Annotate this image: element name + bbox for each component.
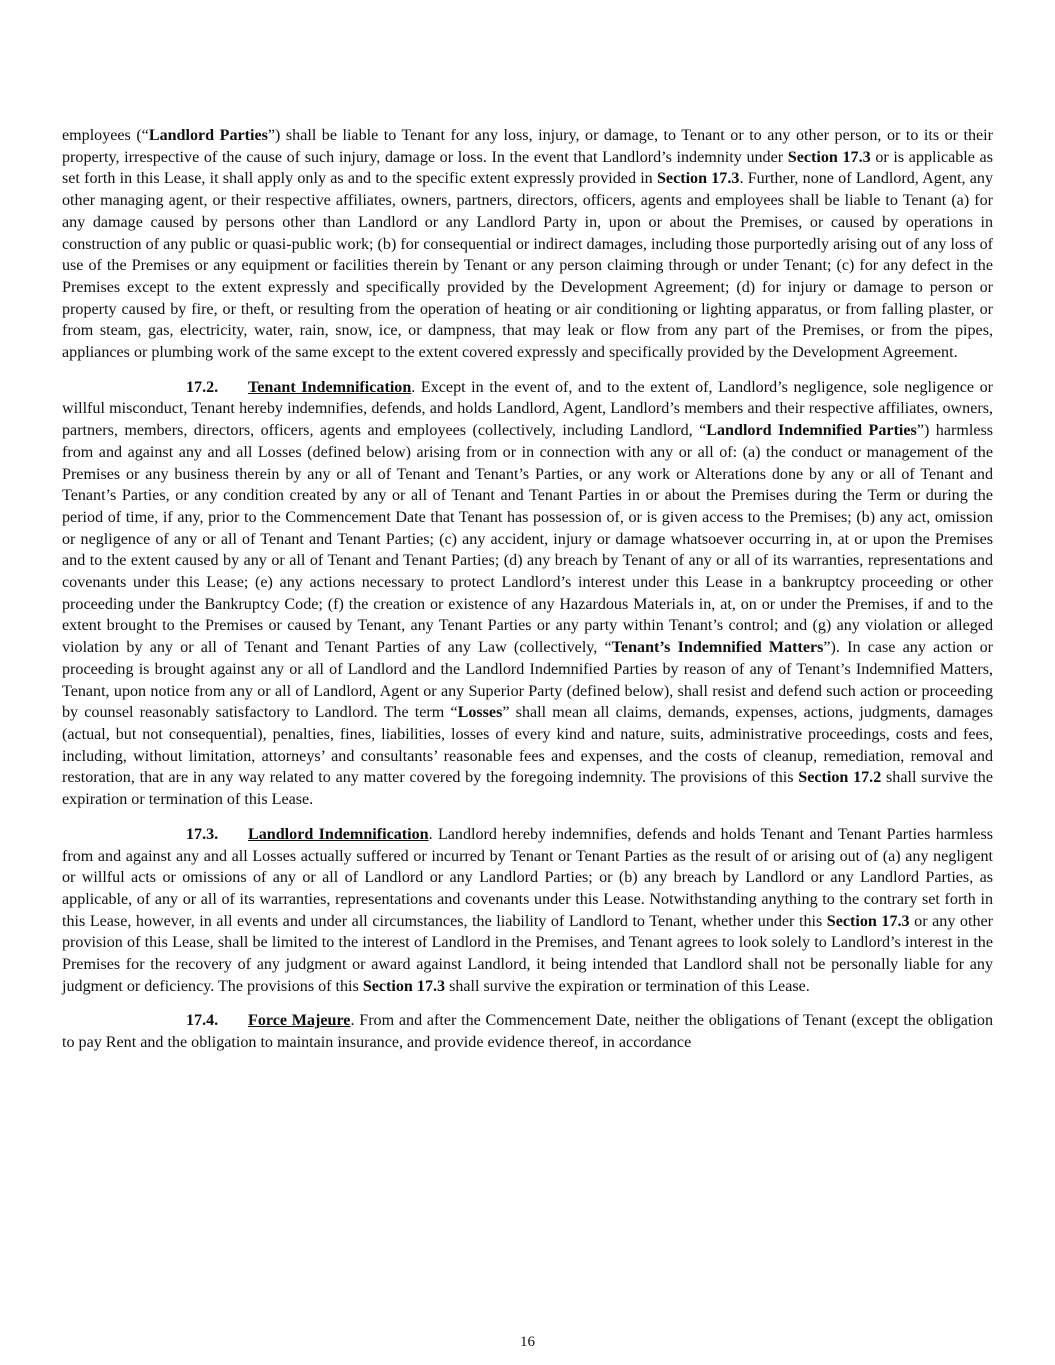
text-segment: . Landlord hereby indemnifies, defends and holds Tenant and Tenant Parties harmless from and against any and all Losses actually suffered or incurred by Tenant or Tenant Parties as the result of or arising out of (a) any negligent or willful acts or omissions of any or all of Landlord or any Landlord Parties; or (b) any breach by Landlord or any Landlord Parties, as applicable, of any or all of its warranties, representations and covenants under this Lease. Notwithstanding anything to the contrary set forth in this Lease, however, in all events and under all circumstances, the liability of Landlord to Tenant, whether under this [62, 825, 993, 930]
section-heading-tenant-indemnification: Tenant Indemnification [248, 378, 412, 396]
text-segment: shall survive the expiration or termination of this Lease. [62, 769, 993, 809]
text-segment: . Except in the event of, and to the extent of, Landlord’s negligence, sole negligence or willful misconduct, Tenant hereby indemnifies, defends, and holds Landlord, Agent, Landlord’s members and their respective affiliates, owners, partners, members, directors, officers, agents and employees (collectively, including Landlord, “ [62, 378, 993, 440]
defined-term-landlord-parties: Landlord Parties [148, 127, 268, 144]
text-segment: ”) shall be liable to Tenant for any loss, injury, or damage, to Tenant or to any other person, or to its or their property, irrespective of the cause of such injury, damage or loss. In the event that Landlord’s indemnity under [62, 127, 993, 166]
section-reference: Section 17.3 [656, 170, 740, 188]
paragraph-17-1-continuation [62, 125, 993, 364]
section-heading-force-majeure: Force Majeure [248, 1012, 351, 1030]
text-segment: shall survive the expiration or termination of this Lease. [445, 977, 810, 995]
paragraph-17-2 [62, 377, 993, 811]
text-segment: . From and after the Commencement Date, neither the obligations of Tenant (except the obligation to pay Rent and the obligation to maintain insurance, and provide evidence thereof, in accordance [62, 1012, 993, 1052]
text-segment: ”). In case any action or proceeding is brought against any or all of Landlord and the Landlord Indemnified Parties by reason of any of Tenant’s Indemnified Matters, Tenant, upon notice from any or all of Landlord, Agent or any Superior Party (defined below), shall resist and defend such action or proceeding by counsel reasonably satisfactory to Landlord. The term “ [62, 639, 993, 722]
section-reference: Section 17.3 [362, 977, 446, 995]
paragraph-17-3 [62, 824, 993, 998]
section-number: 17.4. [186, 1012, 219, 1030]
text-segment: ”) harmless from and against any and all Losses (defined below) arising from or in connection with any or all of: (a) the conduct or management of the Premises or any business therein by any or all of Tenant and Tenant’s Parties, or any work or Alterations done by any or all of Tenant and Tenant’s Parties, or any condition created by any or all of Tenant and Tenant Parties in or about the Premises during the Term or during the period of time, if any, prior to the Commencement Date that Tenant has possession of, or is given access to the Premises; (b) any act, omission or negligence of any or all of Tenant and Tenant Parties; (c) any accident, injury or damage whatsoever occurring in, at or upon the Premises and to the extent caused by any or all of Tenant and Tenant Parties; (d) any breach by Tenant of any or all of its warranties, representations and covenants under this Lease; (e) any actions necessary to protect Landlord’s interest under this Lease in a bankruptcy proceeding or other proceeding under the Bankruptcy Code; (f) the creation or existence of any Hazardous Materials in, at, on or under the Premises, if and to the extent brought to the Premises or caused by Tenant, any Tenant Parties or any party within Tenant’s control; and (g) any violation or alleged violation by any or all of Tenant and Tenant Parties of any Law (collectively, “ [62, 422, 993, 657]
defined-term-losses: Losses [457, 704, 503, 722]
section-heading-landlord-indemnification: Landlord Indemnification [248, 825, 429, 843]
text-segment: or is applicable as set forth in this Lease, it shall apply only as and to the specific extent expressly provided in [62, 148, 993, 188]
section-reference: Section 17.3 [826, 912, 910, 930]
text-segment: or any other provision of this Lease, shall be limited to the interest of Landlord in the Premises, and Tenant agrees to look solely to Landlord’s interest in the Premises for the recovery of any judgment or award against Landlord, it being intended that Landlord shall not be personally liable for any judgment or deficiency. The provisions of this [62, 912, 993, 995]
text-segment: ” shall mean all claims, demands, expenses, actions, judgments, damages (actual, but not consequential), penalties, fines, liabilities, losses of every kind and nature, suits, administrative proceedings, costs and fees, including, without limitation, attorneys’ and consultants’ reasonable fees and expenses, and the costs of cleanup, remediation, removal and restoration, that are in any way related to any matter covered by the foregoing indemnity. The provisions of this [62, 704, 993, 787]
section-number: 17.2. [186, 378, 219, 396]
document-body [62, 125, 993, 1054]
text-segment: . Further, none of Landlord, Agent, any other managing agent, or their respective affiliates, owners, partners, directors, officers, agents and employees shall be liable to Tenant (a) for any damage caused by persons other than Landlord or any Landlord Party in, upon or about the Premises, or caused by operations in construction of any public or quasi-public work; (b) for consequential or indirect damages, including those purportedly arising out of any loss of use of the Premises or any equipment or facilities therein by Tenant or any person claiming through or under Tenant; (c) for any defect in the Premises except to the extent expressly and specifically provided by the Development Agreement; (d) for injury or damage to person or property caused by fire, or theft, or resulting from the operation of heating or air conditioning or lighting apparatus, or from falling plaster, or from steam, gas, electricity, water, rain, snow, ice, or dampness, that may leak or flow from any part of the Premises, or from the pipes, appliances or plumbing work of the same except to the extent covered expressly and specifically provided by the Development Agreement. [62, 170, 993, 362]
section-reference: Section 17.3 [787, 148, 871, 166]
defined-term-landlord-indemnified-parties: Landlord Indemnified Parties [706, 422, 917, 440]
text-segment: employees (“ [62, 127, 149, 144]
defined-term-tenants-indemnified-matters: Tenant’s Indemnified Matters [611, 639, 824, 657]
page-number: 16 [520, 1334, 535, 1350]
section-reference: Section 17.2 [798, 769, 882, 787]
paragraph-17-4 [62, 1010, 993, 1053]
section-number: 17.3. [186, 825, 219, 843]
